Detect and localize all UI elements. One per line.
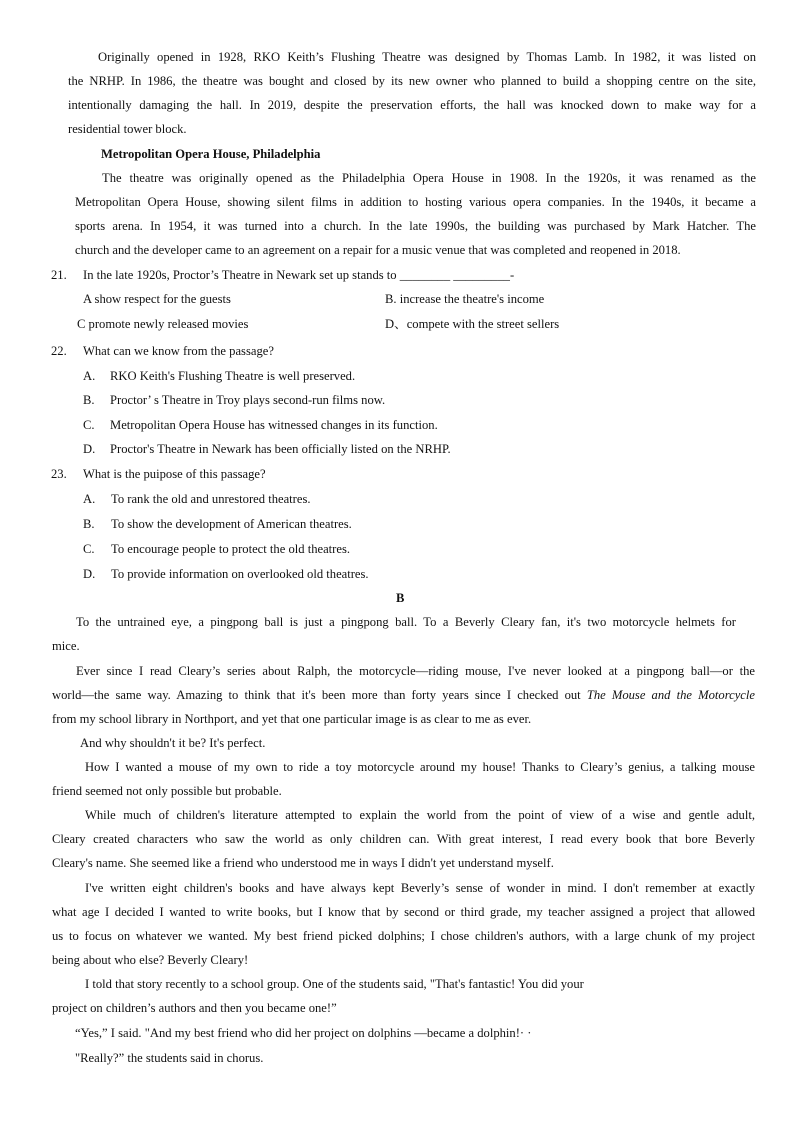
q23-option-c-text: To encourage people to protect the old theatres. (111, 542, 351, 556)
b-p7-line-1: I told that story recently to a school group. One of the students said, "That's fantastic! You did your (85, 977, 584, 991)
met-line-3: sports arena. In 1954, it was turned into a church. In the late 1990s, the building was purchased by Mark Hatcher. The (75, 219, 756, 233)
section-b-heading: B (396, 591, 405, 605)
met-line-2: Metropolitan Opera House, showing silent films in addition to hosting various opera companies. In the 1940s, it became a (75, 195, 756, 209)
b-p5-line-3: Cleary's name. She seemed like a friend who understood me in ways I didn't yet understand myself. (52, 856, 554, 870)
b-p1-line-1: To the untrained eye, a pingpong ball is just a pingpong ball. To a Beverly Cleary fan, it's two motorcycle helmets for (76, 615, 736, 629)
q23-option-b-label: B. (83, 517, 95, 531)
q23-option-a-label: A. (83, 492, 96, 506)
b-p9: "Really?” the students said in chorus. (75, 1051, 264, 1065)
b-p7-line-2: project on children’s authors and then you became one!” (52, 1001, 337, 1015)
b-p2-line-1: Ever since I read Cleary’s series about Ralph, the motorcycle—riding mouse, I've never looked at a pingpong ball—or the (76, 664, 755, 678)
met-line-1: The theatre was originally opened as the Philadelphia Opera House in 1908. In the 1920s, it was renamed as the (102, 171, 756, 185)
b-p2-line-2-text: world—the same way. Amazing to think that it's been more than forty years since I checked out (52, 688, 581, 702)
q21-option-a: A show respect for the guests (83, 292, 231, 306)
q22-number: 22. (51, 344, 67, 358)
q23-number: 23. (51, 467, 67, 481)
q23-option-c-label: C. (83, 542, 95, 556)
met-line-4: church and the developer came to an agreement on a repair for a music venue that was completed and reopened in 2018. (75, 243, 681, 257)
b-p1-line-2: mice. (52, 639, 80, 653)
q21-option-d: D、compete with the street sellers (385, 317, 560, 331)
b-p2-line-2 (52, 687, 755, 703)
b-p2-line-3: from my school library in Northport, and yet that one particular image is as clear to me as ever. (52, 712, 532, 726)
q22-option-d-text: Proctor's Theatre in Newark has been officially listed on the NRHP. (110, 442, 451, 456)
q22-option-b-label: B. (83, 393, 95, 407)
b-p8: “Yes,” I said. "And my best friend who did her project on dolphins —became a dolphin!· · (75, 1026, 532, 1040)
q22-option-d-label: D. (83, 442, 96, 456)
q21-option-b: B. increase the theatre's income (385, 292, 545, 306)
q22-stem: What can we know from the passage? (83, 344, 274, 358)
b-p4-line-1: How I wanted a mouse of my own to ride a toy motorcycle around my house! Thanks to Cleary’s genius, a talking mouse (85, 760, 755, 774)
flushing-line-1: Originally opened in 1928, RKO Keith’s Flushing Theatre was designed by Thomas Lamb. In 1982, it was listed on (98, 50, 756, 64)
q22-option-a-text: RKO Keith's Flushing Theatre is well preserved. (110, 369, 356, 383)
b-p3: And why shouldn't it be? It's perfect. (80, 736, 266, 750)
q23-stem: What is the puipose of this passage? (83, 467, 266, 481)
b-p4-line-2: friend seemed not only possible but probable. (52, 784, 282, 798)
q22-option-c-label: C. (83, 418, 95, 432)
q21-option-c: C promote newly released movies (77, 317, 249, 331)
book-title: The Mouse and the Motorcycle (586, 688, 755, 702)
q21-number: 21. (51, 268, 67, 282)
b-p6-line-3: us to focus on whatever we wanted. My best friend picked dolphins; I chose children's authors, with a large chunk of my project (52, 929, 755, 943)
q21-stem: In the late 1920s, Proctor’s Theatre in Newark set up stands to ________ _________- (83, 268, 515, 282)
q22-option-c-text: Metropolitan Opera House has witnessed changes in its function. (110, 418, 438, 432)
q23-option-d-text: To provide information on overlooked old theatres. (111, 567, 369, 581)
q22-option-b-text: Proctor’ s Theatre in Troy plays second-run films now. (110, 393, 386, 407)
b-p5-line-2: Cleary created characters who saw the world as only children can. With great interest, I read every book that bore Beverly (52, 832, 755, 846)
flushing-line-3: intentionally damaging the hall. In 2019, despite the preservation efforts, the hall was knocked down to make way for a (68, 98, 756, 112)
q23-option-b-text: To show the development of American theatres. (111, 517, 352, 531)
q23-option-a-text: To rank the old and unrestored theatres. (111, 492, 311, 506)
b-p5-line-1: While much of children's literature attempted to explain the world from the point of view of a wise and gentle adult, (85, 808, 755, 822)
q22-option-a-label: A. (83, 369, 96, 383)
b-p6-line-4: being about who else? Beverly Cleary! (52, 953, 249, 967)
met-heading: Metropolitan Opera House, Philadelphia (101, 147, 321, 161)
flushing-line-4: residential tower block. (68, 122, 187, 136)
b-p6-line-2: what age I decided I wanted to write books, but I know that by second or third grade, my teacher assigned a project that allowed (52, 905, 755, 919)
flushing-line-2: the NRHP. In 1986, the theatre was bought and closed by its new owner who planned to build a shopping centre on the site, (68, 74, 756, 88)
q23-option-d-label: D. (83, 567, 96, 581)
b-p6-line-1: I've written eight children's books and have always kept Beverly’s sense of wonder in mind. I don't remember at exactly (85, 881, 755, 895)
